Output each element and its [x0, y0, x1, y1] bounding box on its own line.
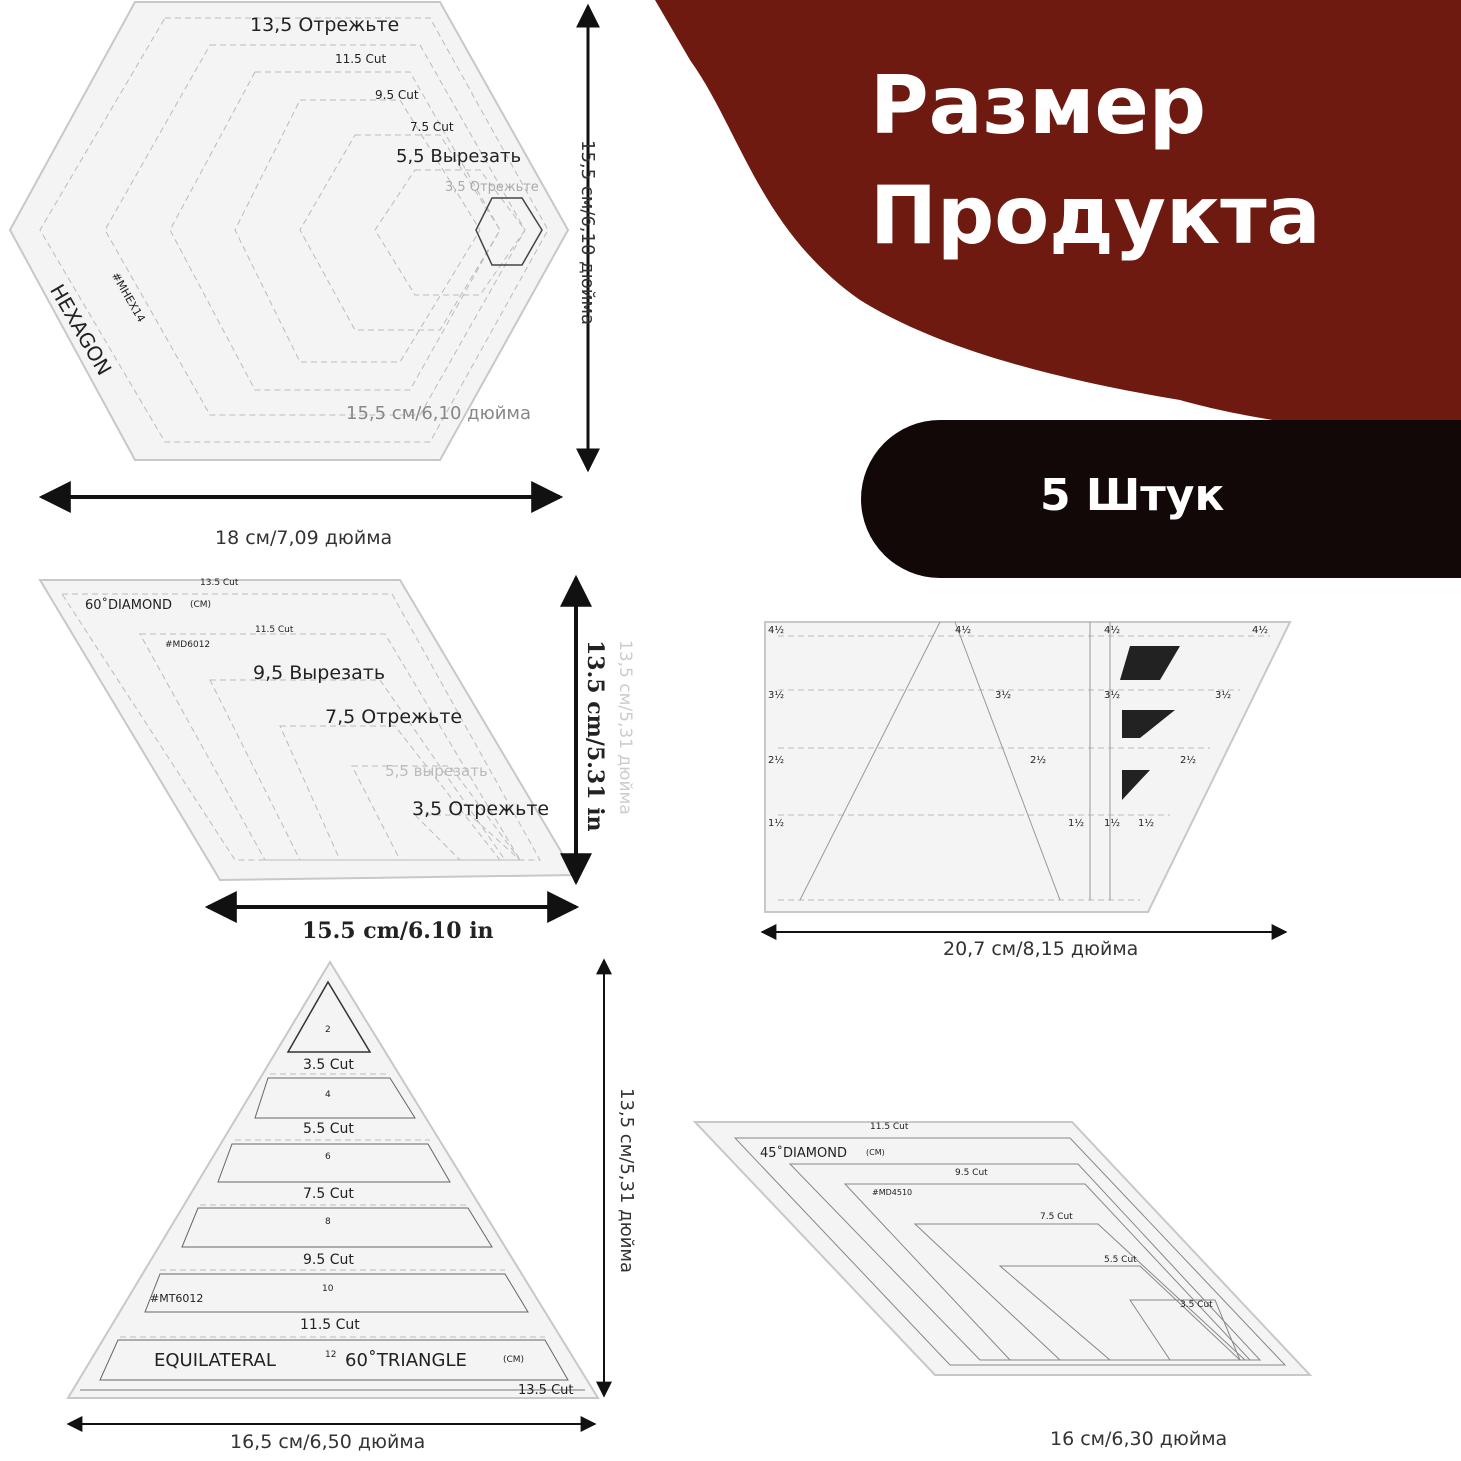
half-square-mark: 4½: [768, 625, 785, 636]
triangle-cut-3-5: 3.5 Cut: [303, 1057, 354, 1073]
triangle-number: 8: [325, 1217, 331, 1227]
half-square-mark: 4½: [1104, 625, 1121, 636]
diamond60-cut-11-5: 11.5 Cut: [255, 625, 294, 635]
diamond45-unit: (CM): [866, 1148, 885, 1157]
triangle-name: EQUILATERAL: [154, 1350, 276, 1371]
triangle-cut-11-5: 11.5 Cut: [300, 1317, 360, 1333]
diamond45-name: 45˚DIAMOND: [760, 1146, 847, 1161]
triangle-width-label: 16,5 см/6,50 дюйма: [230, 1431, 426, 1453]
half-square-mark: 2½: [1030, 755, 1047, 766]
hexagon-cut-5-5: 5,5 Вырезать: [396, 146, 522, 167]
diamond60-cut-3-5: 3,5 Отрежьте: [412, 798, 550, 820]
hexagon-name: HEXAGON: [45, 280, 117, 380]
triangle-number: 6: [325, 1152, 331, 1162]
diamond45-cut-3-5: 3.5 Cut: [1180, 1300, 1213, 1310]
diamond45-cut-7-5: 7.5 Cut: [1040, 1212, 1073, 1222]
triangle-cut-13-5: 13.5 Cut: [518, 1383, 574, 1398]
triangle-height-label: 13,5 см/5,31 дюйма: [616, 1088, 637, 1274]
hexagon-cut-9-5: 9.5 Cut: [375, 88, 419, 102]
banner-title-line2: Продукта: [870, 169, 1321, 262]
hexagon-cut-11-5: 11.5 Cut: [335, 52, 387, 66]
half-square-mark: 4½: [1252, 625, 1269, 636]
triangle-number: 10: [322, 1284, 334, 1294]
half-square-mark: 3½: [768, 690, 785, 701]
half-square-ruler: [765, 622, 1290, 912]
diamond60-height-label-faded: 13,5 см/5,31 дюйма: [615, 640, 635, 815]
hexagon-cut-7-5: 7.5 Cut: [410, 120, 454, 134]
count-label: 5 Штук: [1040, 470, 1225, 521]
half-square-mark: 4½: [955, 625, 972, 636]
triangle-number: 4: [325, 1090, 331, 1100]
hexagon-cut-13-5: 13,5 Отрежьте: [250, 14, 400, 36]
diamond60-height-label-bold: 13.5 cm/5.31 in: [582, 640, 608, 832]
hexagon-width-label: 18 см/7,09 дюйма: [215, 527, 393, 549]
diamond60-name: 60˚DIAMOND: [85, 598, 172, 613]
triangle-number: 2: [325, 1025, 331, 1035]
diamond60-cut-5-5: 5,5 вырезать: [385, 762, 488, 780]
half-square-mark: 1½: [1104, 818, 1121, 829]
half-square-mark: 1½: [1138, 818, 1155, 829]
half-square-mark: 3½: [1104, 690, 1121, 701]
hexagon-ruler: [10, 2, 568, 460]
triangle-cut-9-5: 9.5 Cut: [303, 1252, 354, 1268]
half-square-mark: 3½: [995, 690, 1012, 701]
diamond60-ruler: [40, 580, 575, 880]
half-square-mark: 2½: [768, 755, 785, 766]
diamond45-cut-9-5: 9.5 Cut: [955, 1168, 988, 1178]
diamond45-cut-11-5: 11.5 Cut: [870, 1122, 909, 1132]
diamond60-width-label: 15.5 cm/6.10 in: [302, 918, 494, 944]
hexagon-code: #MHEX14: [108, 270, 148, 325]
half-square-mark: 2½: [1180, 755, 1197, 766]
triangle-code: #MT6012: [150, 1292, 204, 1305]
diamond60-cut-7-5: 7,5 Отрежьте: [325, 706, 463, 728]
triangle-cut-5-5: 5.5 Cut: [303, 1121, 354, 1137]
half-square-mark: 3½: [1215, 690, 1232, 701]
triangle-cut-7-5: 7.5 Cut: [303, 1186, 354, 1202]
diamond60-code: #MD6012: [165, 640, 211, 650]
diamond60-cut-9-5: 9,5 Вырезать: [253, 662, 386, 684]
hexagon-cut-3-5: 3,5 Отрежьте: [445, 180, 539, 195]
triangle-number: 12: [325, 1350, 337, 1360]
hexagon-inner-label: 15,5 см/6,10 дюйма: [346, 403, 532, 424]
diamond45-code: #MD4510: [872, 1188, 913, 1197]
diamond45-width-label: 16 см/6,30 дюйма: [1050, 1428, 1228, 1450]
triangle-angle-name: 60˚TRIANGLE: [345, 1350, 467, 1371]
half-square-width-label: 20,7 см/8,15 дюйма: [943, 938, 1139, 960]
triangle-unit: (CM): [503, 1355, 525, 1365]
diamond45-cut-5-5: 5.5 Cut: [1104, 1255, 1137, 1265]
half-square-mark: 1½: [768, 818, 785, 829]
half-square-mark: 1½: [1068, 818, 1085, 829]
hexagon-height-label: 15,5 см/6,10 дюйма: [577, 140, 598, 326]
banner-title-line1: Размер: [870, 59, 1207, 152]
diamond60-unit: (CM): [190, 600, 212, 610]
diamond60-cut-13-5: 13.5 Cut: [200, 578, 239, 588]
